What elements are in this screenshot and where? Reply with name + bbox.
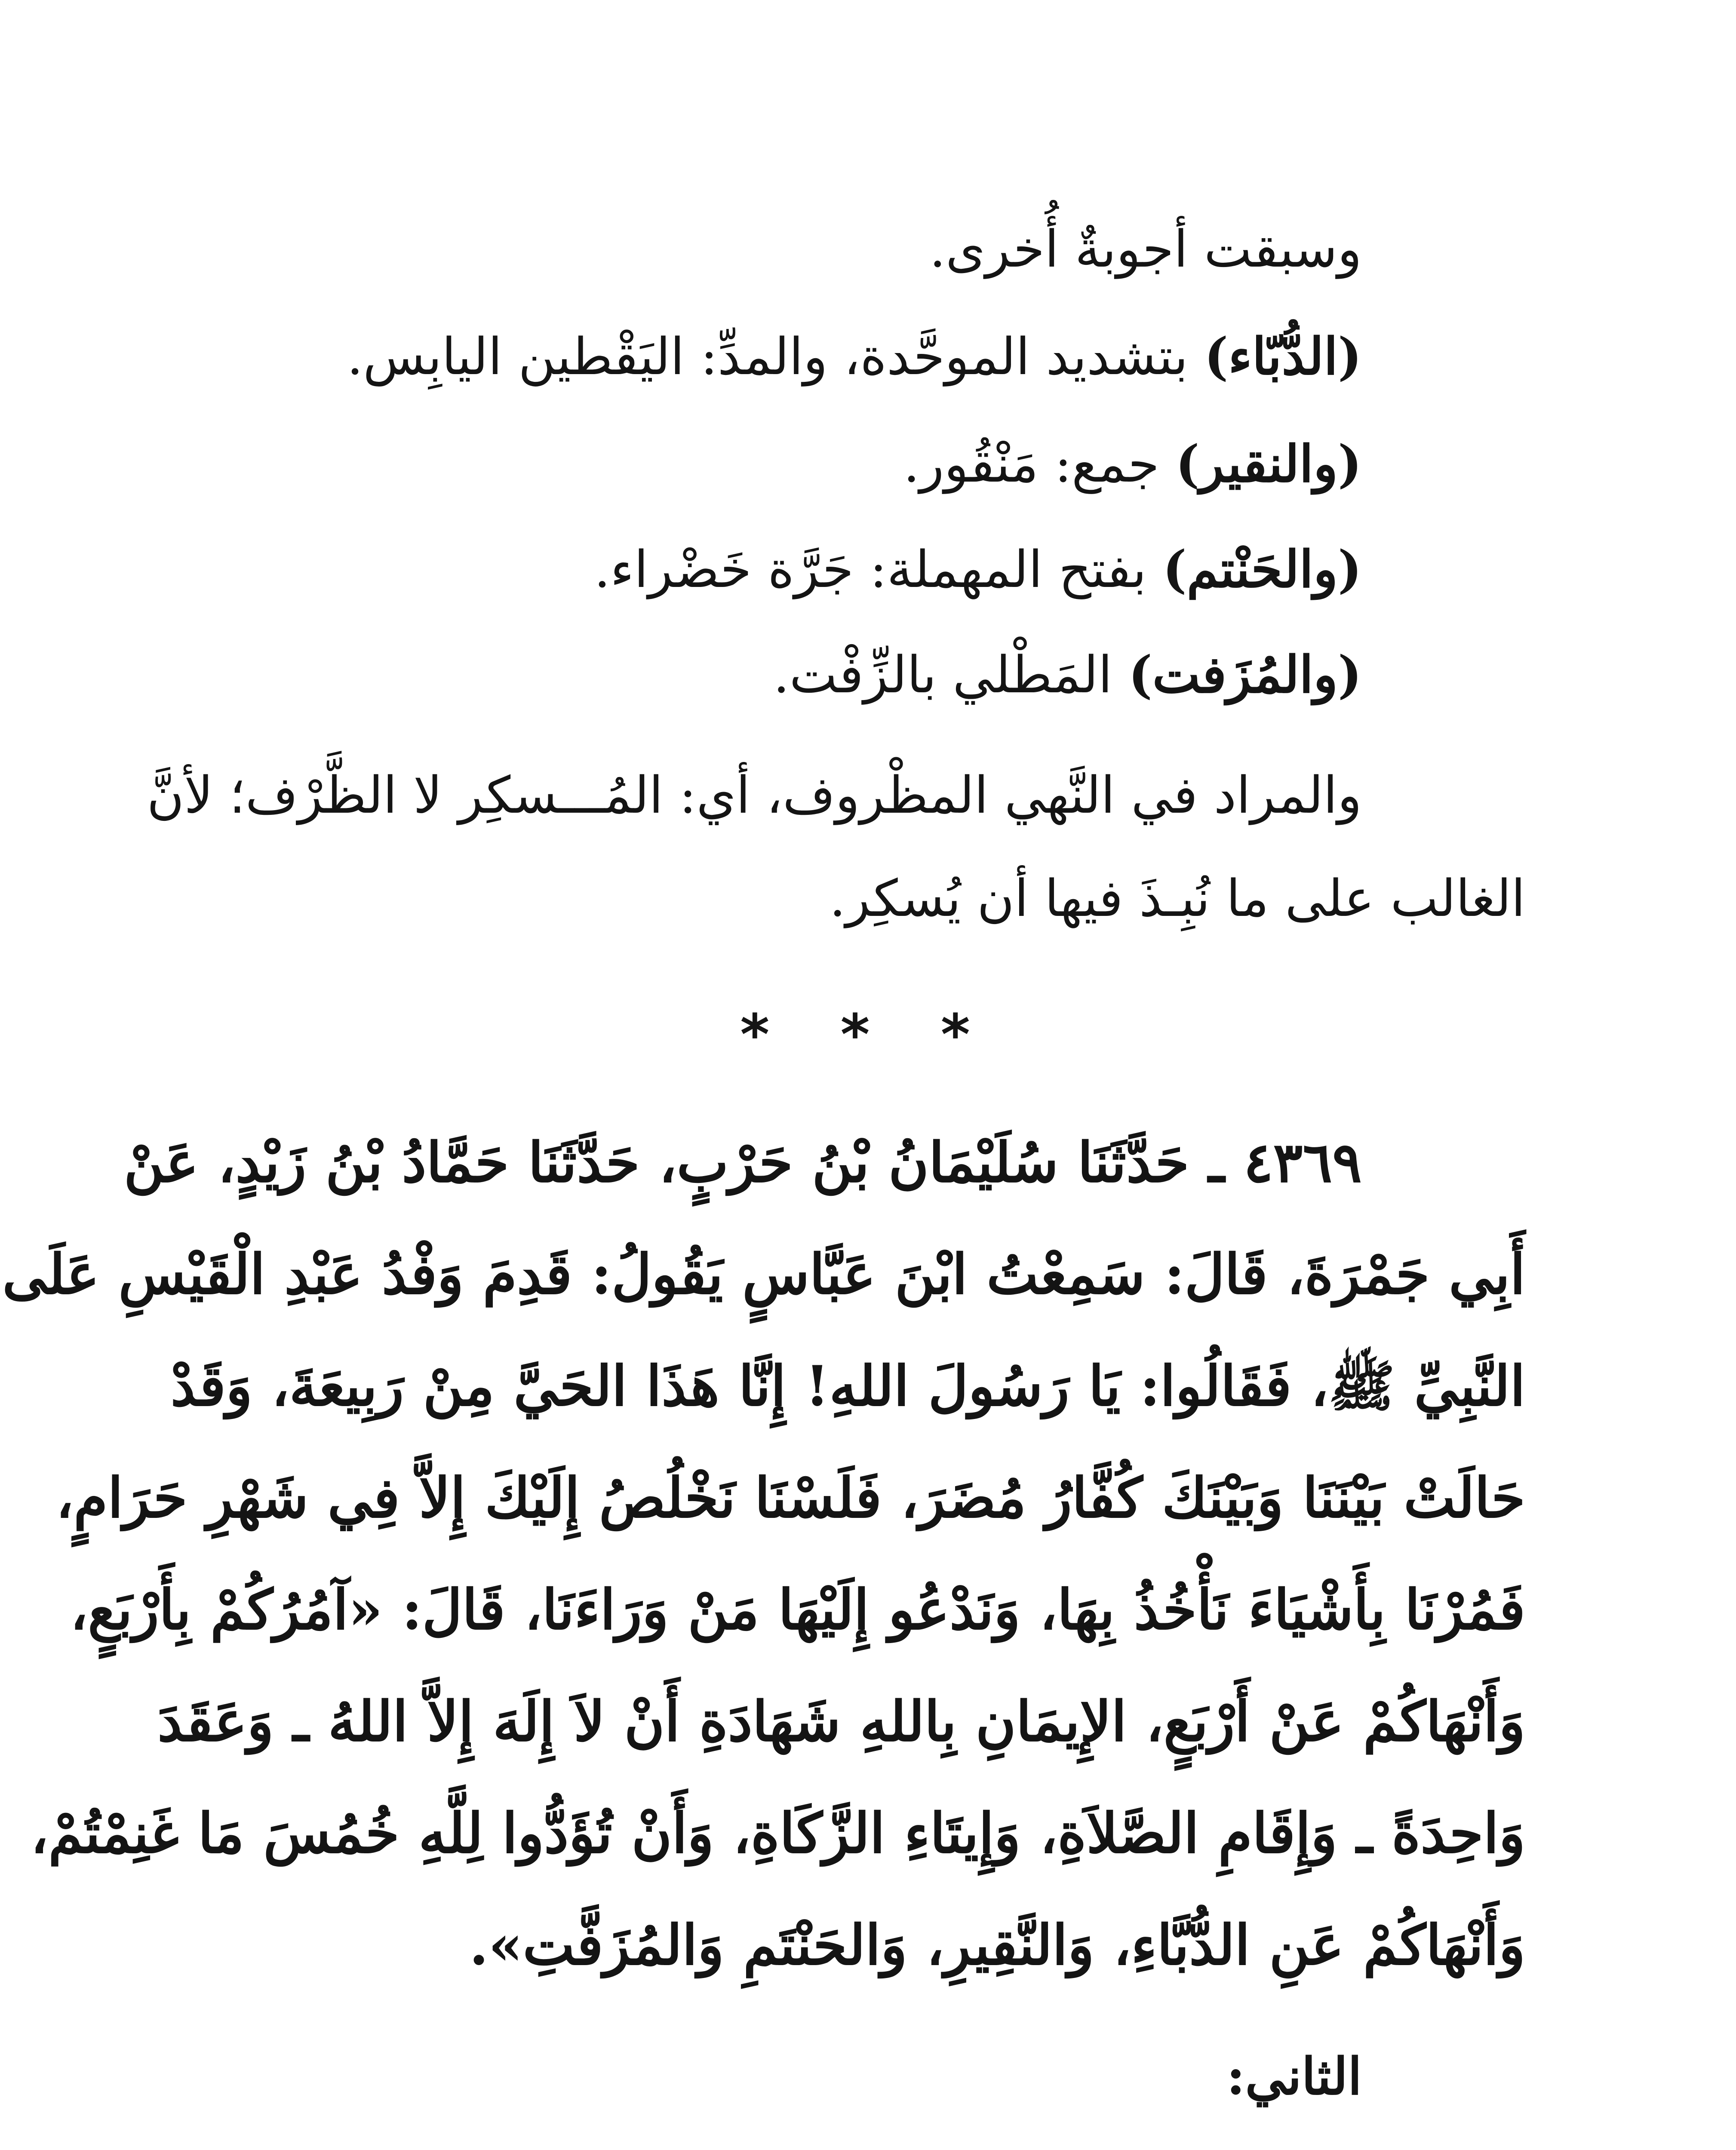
commentary-text: والمراد في النَّهي المظْروف، أي: المُـــسكِر لا الظَّرْف؛ لأنَّ <box>147 765 1362 825</box>
term-dubbaa: (الدُّبّاء) <box>1204 326 1362 386</box>
hadith-line-2: أَبِي جَمْرَةَ، قَالَ: سَمِعْتُ ابْنَ عَبَّاسٍ يَقُولُ: قَدِمَ وَفْدُ عَبْدِ الْقَيْسِ عَلَى <box>2 1242 1525 1307</box>
hadith-line-1: ٤٣٦٩ ـ حَدَّثَنَا سُلَيْمَانُ بْنُ حَرْبٍ، حَدَّثَنَا حَمَّادُ بْنُ زَيْدٍ، عَنْ <box>123 1130 1362 1195</box>
section-heading: الثاني: <box>1226 2046 1362 2106</box>
commentary-line-1 <box>929 219 1362 279</box>
hadith-line-7: وَاحِدَةً ـ وَإِقَامِ الصَّلاَةِ، وَإِيتَاءِ الزَّكَاةِ، وَأَنْ تُؤَدُّوا لِلَّهِ خُمُسَ مَا غَنِمْتُمْ، <box>31 1801 1525 1866</box>
commentary-line-2 <box>347 326 1362 386</box>
commentary-line-3 <box>903 434 1362 494</box>
hadith-line-6: وَأَنْهَاكُمْ عَنْ أَرْبَعٍ، الإِيمَانِ بِاللهِ شَهَادَةِ أَنْ لاَ إِلَهَ إِلاَّ اللهُ ـ وَعَقَدَ <box>157 1689 1525 1754</box>
commentary-line-6 <box>147 765 1362 825</box>
commentary-text: جمع: مَنْقُور. <box>903 434 1176 494</box>
term-muzaffat: (والمُزَفت) <box>1128 645 1362 704</box>
hadith-line-8: وَأَنْهَاكُمْ عَنِ الدُّبَّاءِ، وَالنَّقِيرِ، وَالحَنْتَمِ وَالمُزَفَّتِ». <box>469 1913 1525 1978</box>
commentary-text: المَطْلي بالزِّفْت. <box>773 645 1129 704</box>
hadith-line-3: النَّبِيِّ ﷺ، فَقَالُوا: يَا رَسُولَ اللهِ! إِنَّا هَذَا الحَيَّ مِنْ رَبِيعَةَ، وَقَدْ <box>170 1354 1525 1419</box>
commentary-text: بفتح المهملة: جَرَّة خَضْراء. <box>594 540 1163 599</box>
commentary-line-4 <box>594 539 1362 599</box>
commentary-line-7 <box>829 869 1525 928</box>
commentary-text: الغالب على ما نُبِـذَ فيها أن يُسكِر. <box>829 869 1525 928</box>
term-naqir: (والنقير) <box>1175 434 1362 494</box>
term-hantam: (والحَنْتم) <box>1162 539 1362 599</box>
hadith-line-4: حَالَتْ بَيْنَنَا وَبَيْنَكَ كُفَّارُ مُضَرَ، فَلَسْنَا نَخْلُصُ إِلَيْكَ إِلاَّ فِي شَهْرِ حَرَامٍ، <box>55 1466 1525 1530</box>
hadith-line-5: فَمُرْنَا بِأَشْيَاءَ نَأْخُذُ بِهَا، وَنَدْعُو إِلَيْهَا مَنْ وَرَاءَنَا، قَالَ: «آمُرُكُمْ بِأَرْبَعٍ، <box>70 1578 1525 1642</box>
commentary-text: وسبقت أجوبةٌ أُخرى. <box>929 219 1362 279</box>
section-separator: * * * <box>740 1002 996 1067</box>
commentary-line-5 <box>773 645 1362 704</box>
commentary-text: بتشديد الموحَّدة، والمدِّ: اليَقْطين اليابِس. <box>347 327 1204 386</box>
